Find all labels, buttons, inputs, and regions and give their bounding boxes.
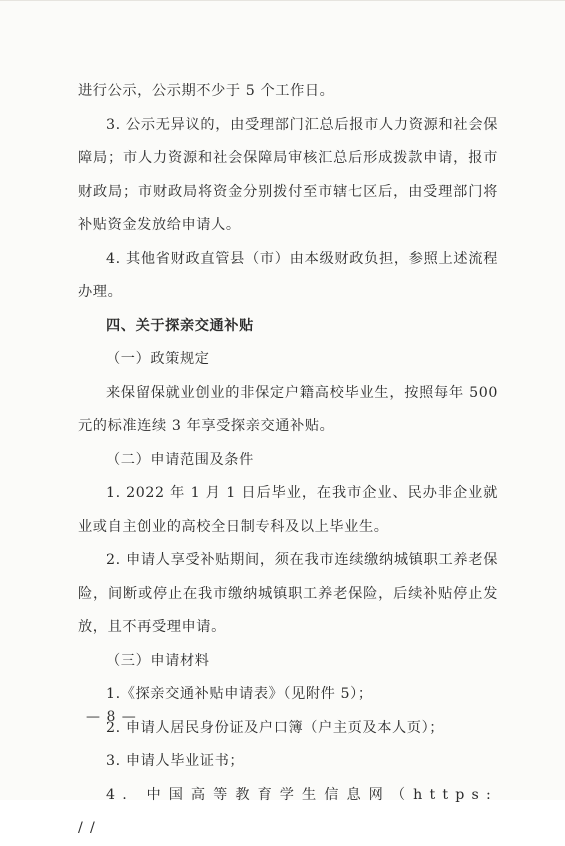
paragraph-material-4: 4. 中国高等教育学生信息网（https: // [78,786,498,836]
subheading-scope: （二）申请范围及条件 [106,451,254,468]
paragraph-publicity-period: 进行公示，公示期不少于 5 个工作日。 [78,83,335,99]
paragraph-step-3: 3. 公示无异议的，由受理部门汇总后报市人力资源和社会保障局；市人力资源和社会保障局审核汇总后形成拨款申请，报市财政局；市财政局将资金分别拨付至市辖七区后，由受理部门将补贴资金发放给申请人。 [78,116,498,233]
paragraph-policy: 来保留保就业创业的非保定户籍高校毕业生，按照每年 500 元的标准连续 3 年享受探亲交通补贴。 [78,384,498,434]
paragraph-step-4: 4. 其他省财政直管县（市）由本级财政负担，参照上述流程办理。 [78,250,498,300]
paragraph-material-2: 2. 申请人居民身份证及户口簿（户主页及本人页）； [106,719,445,736]
paragraph-scope-2: 2. 申请人享受补贴期间，须在我市连续缴纳城镇职工养老保险，间断或停止在我市缴纳城镇职工养老保险，后续补贴停止发放，且不再受理申请。 [78,552,498,635]
paragraph-scope-1: 1. 2022 年 1 月 1 日后毕业，在我市企业、民办非企业就业或自主创业的高校全日制专科及以上毕业生。 [78,485,498,535]
subheading-policy: （一）政策规定 [106,351,210,367]
paragraph-material-3: 3. 申请人毕业证书； [106,753,245,769]
subheading-materials: （三）申请材料 [106,652,210,669]
page-number: — 8 — [86,709,137,725]
paragraph-material-1: 1.《探亲交通补贴申请表》（见附件 5）； [106,686,373,702]
section-heading-travel-subsidy: 四、关于探亲交通补贴 [106,317,254,334]
document-body [78,75,498,846]
